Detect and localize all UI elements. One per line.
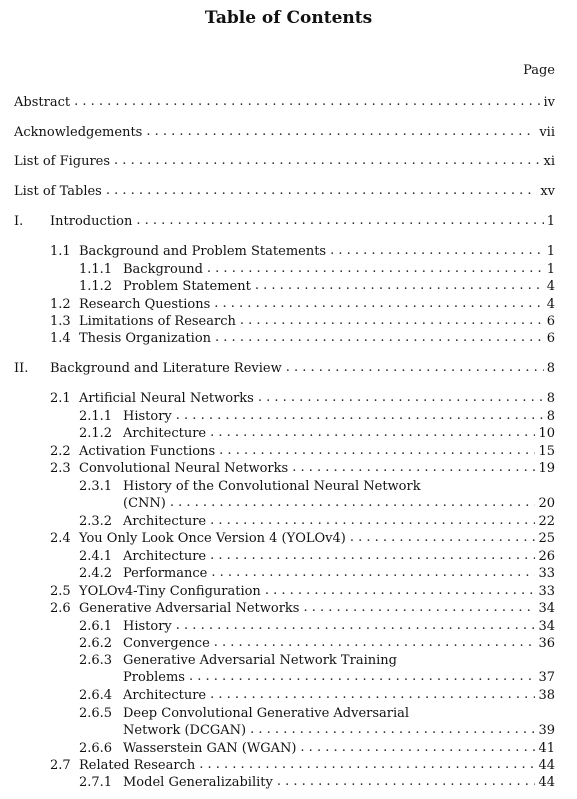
toc-entry[interactable] — [0, 687, 577, 705]
toc-entry-page-number: vii — [539, 125, 555, 140]
toc-entry-title: Introduction — [50, 214, 133, 229]
dot-leader — [170, 494, 536, 512]
toc-entry-title: Wasserstein GAN (WGAN) — [123, 741, 297, 756]
dot-leader — [106, 182, 537, 200]
dot-leader — [210, 424, 535, 442]
toc-entry-page-number: 33 — [538, 584, 555, 599]
toc-entry-number: 2.1 — [50, 391, 71, 406]
dot-leader — [176, 407, 544, 425]
toc-entry-number: 2.4.1 — [79, 549, 113, 564]
toc-entry-page-number: 15 — [538, 444, 555, 459]
dot-leader — [300, 739, 535, 757]
toc-entry-title: Background and Problem Statements — [79, 244, 327, 259]
toc-entry-page-number: 33 — [538, 566, 555, 581]
toc-entry-number: 2.6 — [50, 601, 71, 616]
toc-entry-number: 2.3.1 — [79, 479, 113, 494]
dot-leader — [114, 152, 540, 170]
toc-entry-page-number: 44 — [538, 758, 555, 773]
toc-entry[interactable] — [0, 360, 577, 378]
toc-entry-title: Limitations of Research — [79, 314, 236, 329]
toc-entry-number: 1.1 — [50, 244, 71, 259]
toc-entry-page-number: 8 — [546, 361, 555, 376]
dot-leader — [211, 564, 535, 582]
toc-entry[interactable] — [0, 124, 577, 142]
toc-entry-title: Convergence — [123, 636, 210, 651]
toc-entry-title: You Only Look Once Version 4 (YOLOv4) — [79, 531, 346, 546]
toc-entry[interactable] — [0, 330, 577, 348]
toc-entry-number: 2.6.2 — [79, 636, 113, 651]
dot-leader — [330, 242, 544, 260]
toc-entry[interactable] — [0, 460, 577, 478]
toc-entry[interactable] — [0, 530, 577, 548]
toc-entry-title: YOLOv4-Tiny Configuration — [79, 584, 261, 599]
toc-entry-number: 2.1.2 — [79, 426, 113, 441]
toc-entry[interactable] — [0, 278, 577, 296]
dot-leader — [176, 617, 536, 635]
toc-entry-title: Architecture — [123, 514, 207, 529]
toc-entry-page-number: 8 — [546, 409, 555, 424]
dot-leader — [240, 312, 544, 330]
dot-leader — [189, 668, 535, 686]
toc-entry-title: Generative Adversarial Network Training — [123, 653, 397, 668]
toc-entry[interactable] — [0, 600, 577, 618]
toc-entry-page-number: xv — [540, 184, 555, 199]
dot-leader — [265, 582, 536, 600]
toc-entry-number: 2.5 — [50, 584, 71, 599]
toc-entry[interactable] — [0, 153, 577, 171]
toc-entry-continuation[interactable] — [0, 495, 577, 513]
toc-entry-number: 1.1.2 — [79, 279, 113, 294]
dot-leader — [292, 459, 535, 477]
toc-entry-page-number: 36 — [538, 636, 555, 651]
toc-entry-title: Acknowledgements — [14, 125, 143, 140]
dot-leader — [146, 123, 536, 141]
toc-entry-number: 1.3 — [50, 314, 71, 329]
toc-entry-title: Activation Functions — [79, 444, 216, 459]
toc-entry-continuation[interactable] — [0, 669, 577, 687]
toc-entry-page-number: 39 — [538, 723, 555, 738]
toc-entry-page-number: 25 — [538, 531, 555, 546]
page-title: Table of Contents — [204, 8, 373, 28]
toc-entry-number: 2.3 — [50, 461, 71, 476]
dot-leader — [214, 634, 536, 652]
dot-leader — [210, 512, 535, 530]
toc-entry-page-number: 22 — [538, 514, 555, 529]
toc-entry-number: 1.4 — [50, 331, 71, 346]
toc-entry-page-number: 4 — [546, 279, 555, 294]
toc-entry-number: 1.1.1 — [79, 262, 113, 277]
toc-entry-page-number: xi — [543, 154, 555, 169]
toc-entry-page-number: 34 — [538, 601, 555, 616]
dot-leader — [303, 599, 535, 617]
toc-entry-page-number: 1 — [546, 244, 555, 259]
toc-entry-page-number: 1 — [546, 262, 555, 277]
dot-leader — [136, 212, 543, 230]
toc-entry-title-continued: Problems — [123, 670, 185, 685]
toc-entry-page-number: 26 — [538, 549, 555, 564]
toc-entry[interactable] — [0, 774, 577, 792]
toc-entry-page-number: 34 — [538, 619, 555, 634]
dot-leader — [255, 277, 544, 295]
toc-entry-title: Architecture — [123, 549, 207, 564]
toc-entry-number: 2.7.1 — [79, 775, 113, 790]
toc-entry-number: 2.3.2 — [79, 514, 113, 529]
toc-entry-page-number: 41 — [538, 741, 555, 756]
toc-entry-title: Background — [123, 262, 203, 277]
toc-entry-page-number: iv — [543, 95, 555, 110]
toc-entry-number: 2.2 — [50, 444, 71, 459]
toc-entry-page-number: 44 — [538, 775, 555, 790]
toc-entry-page-number: 6 — [546, 331, 555, 346]
toc-entry-page-number: 37 — [538, 670, 555, 685]
toc-entry-title: List of Figures — [14, 154, 111, 169]
dot-leader — [286, 359, 544, 377]
page-column-label: Page — [523, 63, 555, 78]
toc-entry-title: Abstract — [14, 95, 71, 110]
toc-entry-number: 2.4 — [50, 531, 71, 546]
toc-entry-title: Deep Convolutional Generative Adversarial — [123, 706, 410, 721]
toc-entry[interactable] — [0, 565, 577, 583]
toc-entry-page-number: 10 — [538, 426, 555, 441]
toc-entry-title: Architecture — [123, 426, 207, 441]
toc-entry-number: 2.6.6 — [79, 741, 113, 756]
toc-entry-title: Problem Statement — [123, 279, 251, 294]
toc-entry[interactable] — [0, 635, 577, 653]
toc-entry[interactable] — [0, 183, 577, 201]
dot-leader — [74, 93, 540, 111]
toc-entry-title: List of Tables — [14, 184, 102, 199]
toc-entry-title: History — [123, 619, 172, 634]
toc-entry-page-number: 8 — [546, 391, 555, 406]
toc-entry-number: I. — [14, 214, 24, 229]
toc-entry-page-number: 38 — [538, 688, 555, 703]
toc-entry-number: 2.7 — [50, 758, 71, 773]
toc-entry-title: Background and Literature Review — [50, 361, 282, 376]
dot-leader — [277, 773, 536, 791]
toc-entry-page-number: 6 — [546, 314, 555, 329]
toc-entry-number: 2.6.1 — [79, 619, 113, 634]
dot-leader — [210, 547, 535, 565]
dot-leader — [199, 756, 535, 774]
dot-leader — [250, 721, 535, 739]
dot-leader — [207, 260, 544, 278]
toc-entry-number: 2.4.2 — [79, 566, 113, 581]
toc-entry-number: 1.2 — [50, 297, 71, 312]
dot-leader — [214, 295, 543, 313]
toc-entry-title: Related Research — [79, 758, 196, 773]
toc-entry-title: History — [123, 409, 172, 424]
toc-entry-title: Convolutional Neural Networks — [79, 461, 289, 476]
dot-leader — [210, 686, 535, 704]
toc-entry-number: 2.6.3 — [79, 653, 113, 668]
toc-entry-title-continued: (CNN) — [123, 496, 166, 511]
toc-entry-title: Model Generalizability — [123, 775, 273, 790]
toc-entry[interactable] — [0, 94, 577, 112]
toc-entry-title: History of the Convolutional Neural Network — [123, 479, 421, 494]
toc-entry[interactable] — [0, 243, 577, 261]
toc-entry-title: Thesis Organization — [79, 331, 212, 346]
dot-leader — [258, 389, 544, 407]
toc-entry-page-number: 1 — [546, 214, 555, 229]
dot-leader — [215, 329, 544, 347]
toc-entry[interactable] — [0, 213, 577, 231]
toc-entry-number: 2.1.1 — [79, 409, 113, 424]
toc-entry-page-number: 19 — [538, 461, 555, 476]
toc-entry-continuation[interactable] — [0, 722, 577, 740]
toc-entry-number: 2.6.5 — [79, 706, 113, 721]
toc-entry[interactable] — [0, 425, 577, 443]
toc-entry-title: Architecture — [123, 688, 207, 703]
toc-entry-page-number: 4 — [546, 297, 555, 312]
toc-entry-title: Performance — [123, 566, 208, 581]
toc-entry-title-continued: Network (DCGAN) — [123, 723, 247, 738]
toc-entry-title: Generative Adversarial Networks — [79, 601, 300, 616]
dot-leader — [219, 442, 535, 460]
toc-entry-number: II. — [14, 361, 29, 376]
dot-leader — [350, 529, 536, 547]
toc-entry-title: Artificial Neural Networks — [79, 391, 254, 406]
toc-entry-page-number: 20 — [538, 496, 555, 511]
toc-entry[interactable] — [0, 390, 577, 408]
toc-entry-title: Research Questions — [79, 297, 211, 312]
toc-entry-number: 2.6.4 — [79, 688, 113, 703]
